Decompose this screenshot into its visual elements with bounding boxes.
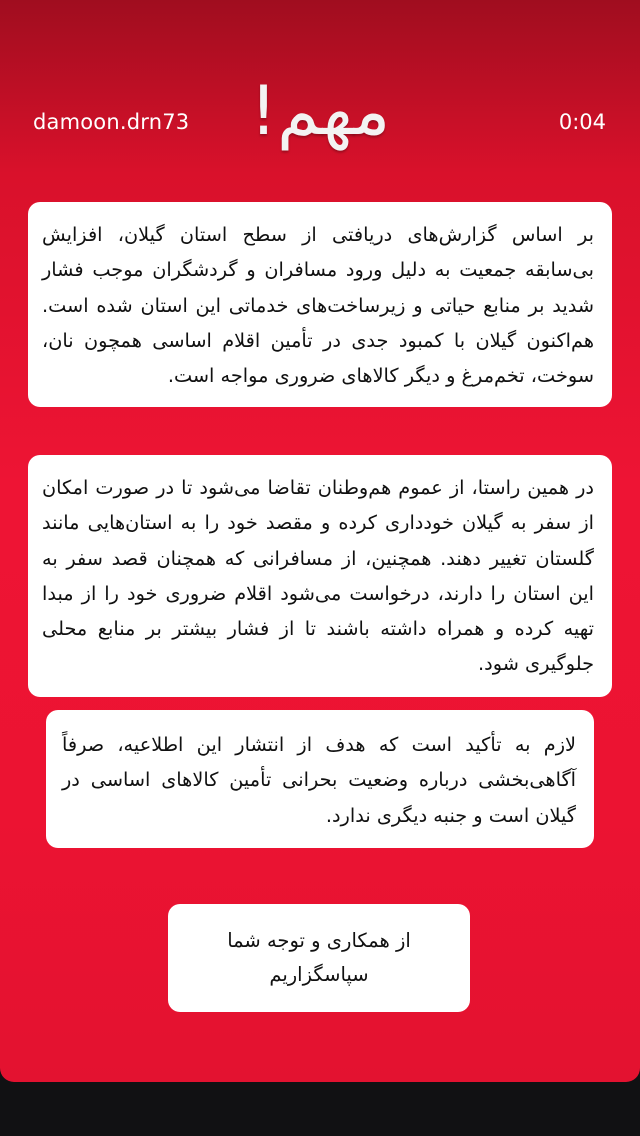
paragraph-2-text: در همین راستا، از عموم هم‌وطنان تقاضا می‌شود تا در صورت امکان از سفر به گیلان خودداری کرده و مقصد خود را به استان‌هایی مانند گلستان تغییر دهند. همچنین، از مسافرانی که همچنان قصد سفر به این استان را دارند، درخواست می‌شود اقلام ضروری خود را از مبدا تهیه کرده و همراه داشته باشند تا از فشار بیشتر بر منابع محلی جلوگیری شود. bbox=[42, 476, 594, 676]
text-box-paragraph-1 bbox=[28, 202, 612, 407]
text-box-paragraph-2 bbox=[28, 455, 612, 697]
story-username[interactable]: damoon.drn73 bbox=[33, 110, 190, 134]
text-box-paragraph-3 bbox=[46, 710, 594, 848]
story-headline: مهم! bbox=[249, 72, 391, 151]
paragraph-1-text: بر اساس گزارش‌های دریافتی از سطح استان گیلان، افزایش بی‌سابقه جمعیت به دلیل ورود مسافران و گردشگران موجب فشار شدید بر منابع حیاتی و زیرساخت‌های خدماتی این استان شده است. هم‌اکنون گیلان با کمبود جدی در تأمین اقلام اساسی همچون نان، سوخت، تخم‌مرغ و دیگر کالاهای ضروری مواجه است. bbox=[42, 223, 594, 388]
paragraph-3-text: لازم به تأکید است که هدف از انتشار این اطلاعیه، صرفاً آگاهی‌بخشی درباره وضعیت بحرانی تأمین کالاهای اساسی در گیلان است و جنبه دیگری ندارد. bbox=[62, 733, 576, 827]
story-timestamp: 0:04 bbox=[558, 110, 606, 134]
text-box-thanks bbox=[168, 904, 470, 1012]
thanks-text: از همکاری و توجه شما سپاسگزاریم bbox=[227, 929, 411, 986]
